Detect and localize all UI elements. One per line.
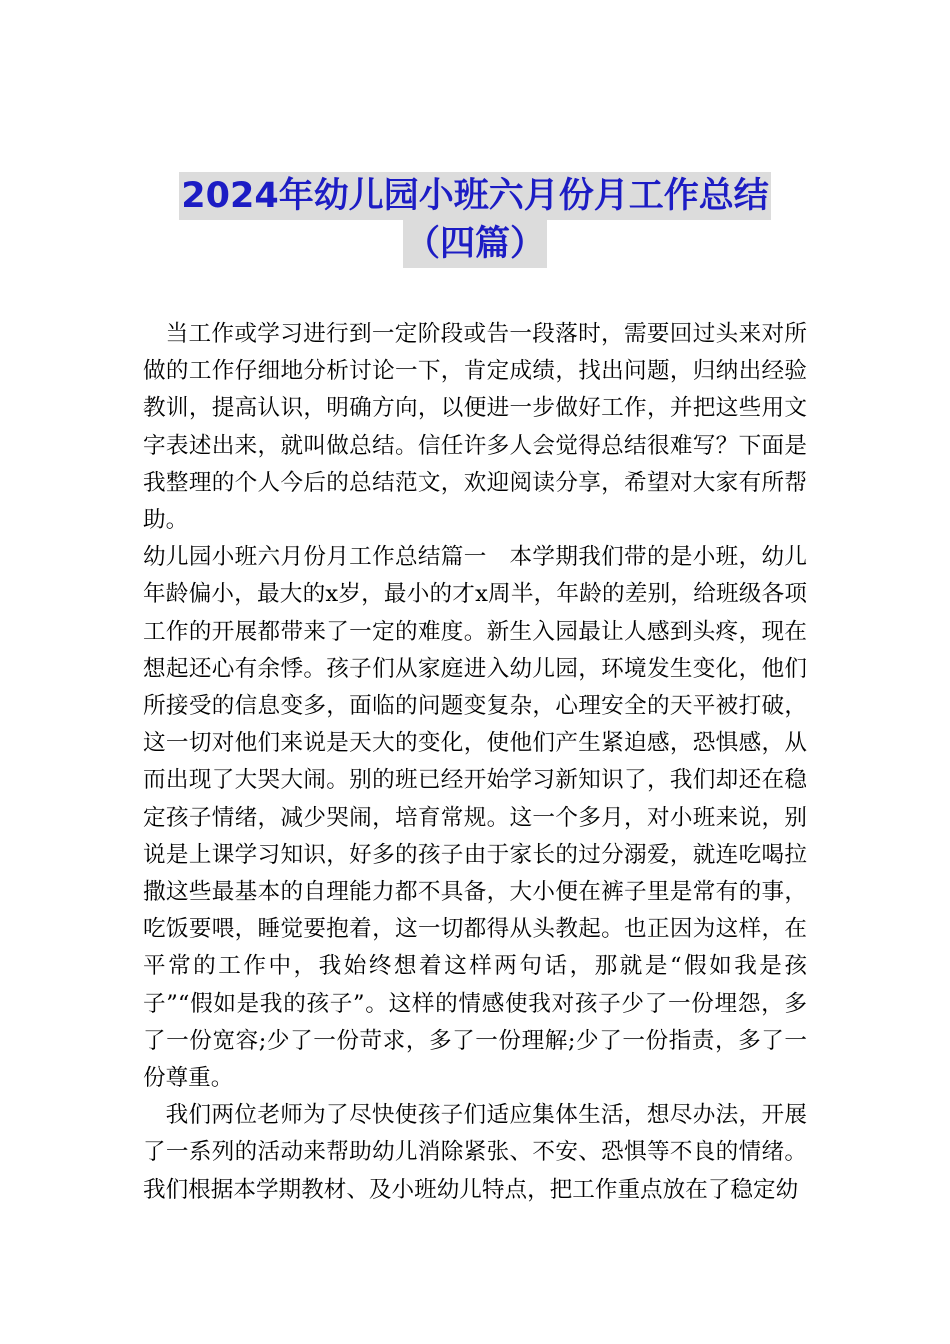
document-body: [143, 316, 807, 1209]
paragraph-article-one: 幼儿园小班六月份月工作总结篇一 本学期我们带的是小班，幼儿年龄偏小，最大的x岁，最小的才x周半，年龄的差别，给班级各项工作的开展都带来了一定的难度。新生入园最让人感到头疼，现在想起还心有余悸。孩子们从家庭进入幼儿园，环境发生变化，他们所接受的信息变多，面临的问题变复杂，心理安全的天平被打破，这一切对他们来说是天大的变化，使他们产生紧迫感，恐惧感，从而出现了大哭大闹。别的班已经开始学习新知识了，我们却还在稳定孩子情绪，减少哭闹，培育常规。这一个多月，对小班来说，别说是上课学习知识，好多的孩子由于家长的过分溺爱，就连吃喝拉撒这些最基本的自理能力都不具备，大小便在裤子里是常有的事，吃饭要喂，睡觉要抱着，这一切都得从头教起。也正因为这样，在平常的工作中，我始终想着这样两句话，那就是“假如我是孩子”“假如是我的孩子”。这样的情感使我对孩子少了一份埋怨，多了一份宽容;少了一份苛求，多了一份理解;少了一份指责，多了一份尊重。: [143, 544, 807, 1092]
title-line-1: 2024年幼儿园小班六月份月工作总结: [179, 172, 770, 220]
paragraph-intro: 当工作或学习进行到一定阶段或告一段落时，需要回过头来对所做的工作仔细地分析讨论一下，肯定成绩，找出问题，归纳出经验教训，提高认识，明确方向，以便进一步做好工作，并把这些用文字表述出来，就叫做总结。信任许多人会觉得总结很难写？下面是我整理的个人今后的总结范文，欢迎阅读分享，希望对大家有所帮助。: [143, 321, 807, 534]
document-title: [120, 172, 830, 268]
paragraph-teachers: 我们两位老师为了尽快使孩子们适应集体生活，想尽办法，开展了一系列的活动来帮助幼儿消除紧张、不安、恐惧等不良的情绪。我们根据本学期教材、及小班幼儿特点，把工作重点放在了稳定幼: [143, 1102, 807, 1203]
title-line-2: （四篇）: [403, 220, 547, 268]
